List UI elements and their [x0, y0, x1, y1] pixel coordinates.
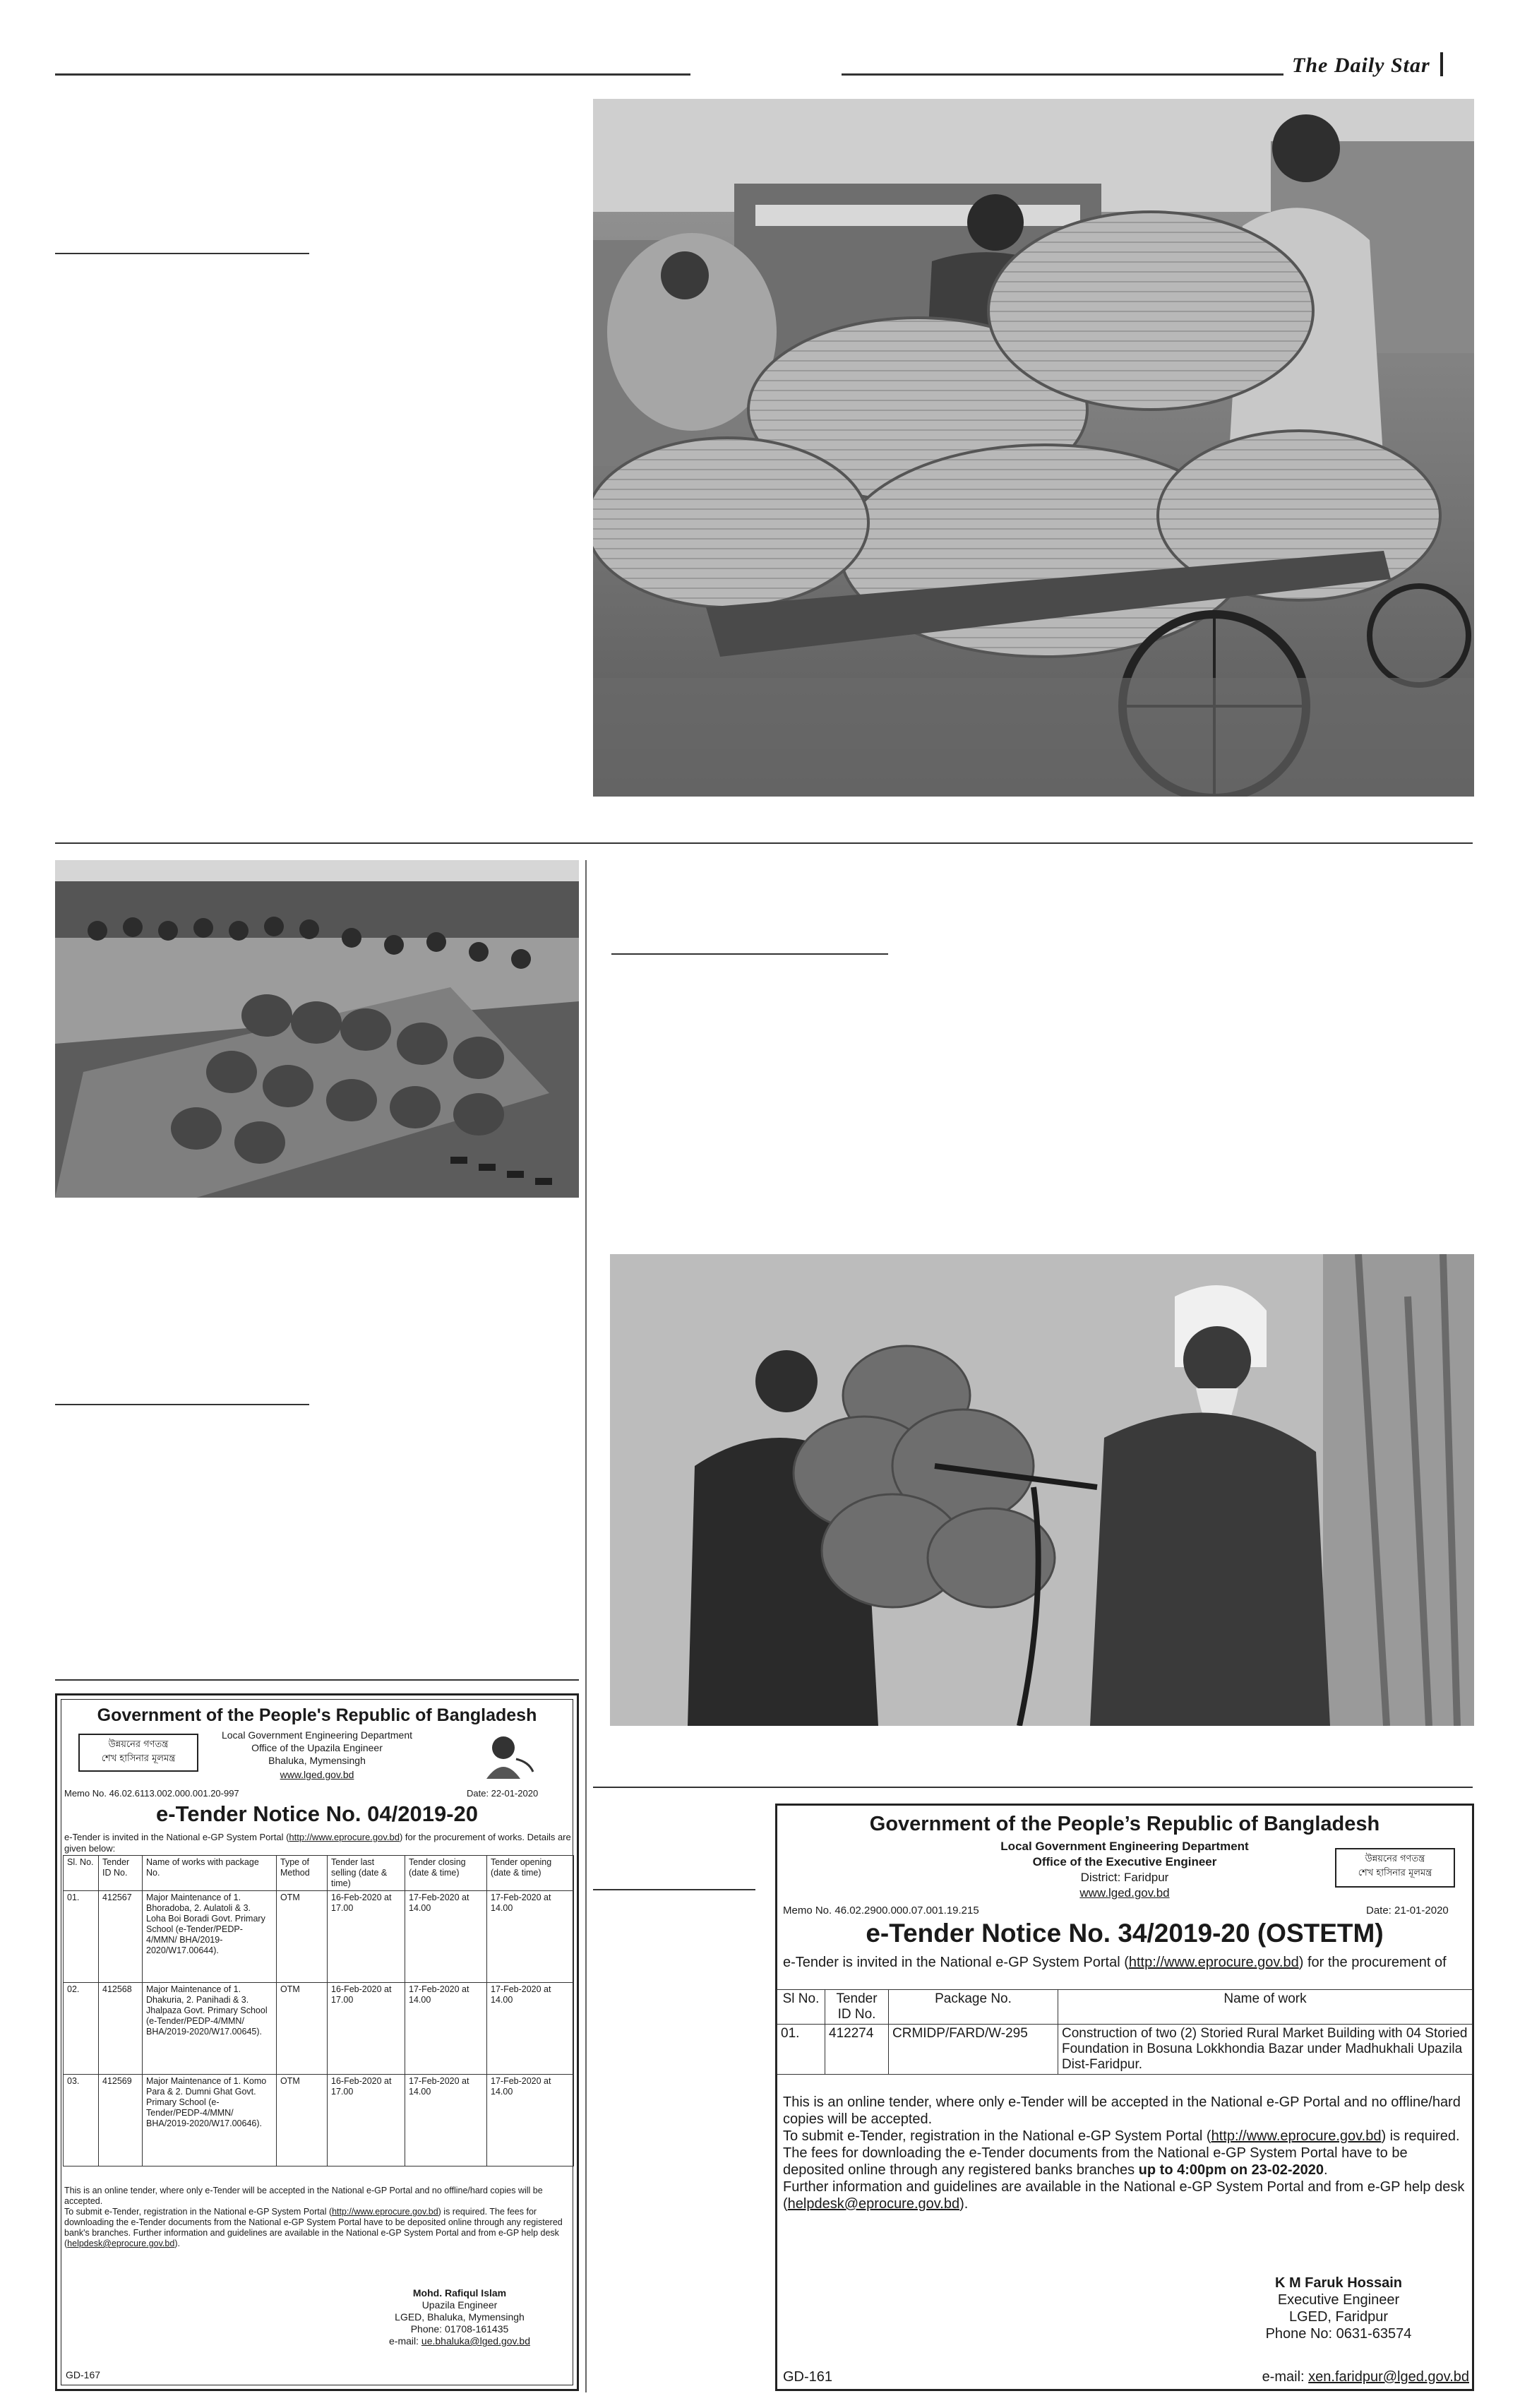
memo-date: Date: 22-01-2020	[467, 1788, 539, 1799]
table-cell: CRMIDP/FARD/W-295	[889, 2025, 1058, 2075]
helpdesk-email-link[interactable]: helpdesk@eprocure.gov.bd	[67, 2239, 175, 2248]
table-cell: 16-Feb-2020 at 17.00	[328, 1891, 405, 1983]
deadline-text: up to 4:00pm on 23-02-2020	[1138, 2162, 1324, 2178]
signer-office: LGED, Faridpur	[1288, 2309, 1389, 2325]
eprocure-link[interactable]: http://www.eprocure.gov.bd	[332, 2207, 438, 2217]
notice-office: Office of the Upazila Engineer	[251, 1742, 383, 1753]
column-header: Sl No.	[777, 1990, 825, 2025]
table-cell: 17-Feb-2020 at 14.00	[405, 1891, 487, 1983]
intro-text: ) for the procurement of works. Details are given below:	[64, 1832, 571, 1854]
article-rule	[611, 953, 888, 955]
memo-date: Date: 21-01-2020	[1366, 1905, 1449, 1917]
table-cell: Major Maintenance of 1. Bhoradoba, 2. Aulatoli & 3. Loha Boi Boradi Govt. Primary School (e-Tender/PEDP-4/MMN/ BHA/2019-2020/W17.00644).	[143, 1891, 277, 1983]
column-header: Tender closing (date & time)	[405, 1856, 487, 1891]
eprocure-link[interactable]: http://www.eprocure.gov.bd	[1128, 1955, 1299, 1970]
section-rule	[55, 1679, 579, 1681]
table-cell: 02.	[64, 1983, 99, 2075]
tender-table	[63, 1855, 574, 2166]
table-cell: Major Maintenance of 1. Komo Para & 2. Dumni Ghat Govt. Primary School (e-Tender/PEDP-4/MMN/ BHA/2019-2020/W17.00646).	[143, 2075, 277, 2166]
eprocure-link[interactable]: http://www.eprocure.gov.bd	[289, 1832, 400, 1842]
table-cell: 03.	[64, 2075, 99, 2166]
email-link[interactable]: ue.bhaluka@lged.gov.bd	[421, 2335, 530, 2347]
notice-district: District: Faridpur	[1080, 1871, 1169, 1884]
table-cell: 17-Feb-2020 at 14.00	[405, 2075, 487, 2166]
notice-terms	[783, 2094, 1468, 2212]
signer-name: Mohd. Rafiqul Islam	[412, 2287, 507, 2299]
email-label: e-mail:	[389, 2335, 421, 2347]
table-cell: 16-Feb-2020 at 17.00	[328, 2075, 405, 2166]
column-header: Tender ID No.	[825, 1990, 889, 2025]
column-header: Name of works with package No.	[143, 1856, 277, 1891]
notice-website-link[interactable]: www.lged.gov.bd	[1079, 1886, 1170, 1900]
table-cell: 412568	[99, 1983, 143, 2075]
table-header-row	[777, 1990, 1473, 2025]
notice-intro	[783, 1954, 1468, 1971]
meeting-photo	[55, 860, 579, 1198]
signature-block	[354, 2287, 565, 2347]
article-rule	[55, 253, 309, 254]
table-cell: 01.	[64, 1891, 99, 1983]
tender-notice-bhaluka	[55, 1693, 579, 2391]
email-link[interactable]: xen.faridpur@lged.gov.bd	[1308, 2369, 1469, 2385]
terms-paragraph: This is an online tender, where only e-Tender will be accepted in the National e-GP Portal and no offline/hard copies will be accepted.	[64, 2186, 543, 2206]
terms-text: .	[1323, 2162, 1328, 2178]
notice-title: e-Tender Notice No. 34/2019-20 (OSTETM)	[866, 1919, 1384, 1948]
notice-department: Local Government Engineering Department	[1000, 1840, 1249, 1853]
column-divider	[585, 860, 587, 2392]
table-cell: Construction of two (2) Storied Rural Market Building with 04 Storied Foundation in Bosuna Lokkhondia Bazar under Madhukhali Upazila Dist-Faridpur.	[1058, 2025, 1473, 2075]
slogan-stamp	[1335, 1848, 1455, 1888]
memo-number: Memo No. 46.02.2900.000.07.001.19.215	[783, 1905, 979, 1917]
notice-intro	[64, 1832, 571, 1854]
article-rule	[593, 1889, 755, 1890]
intro-text: e-Tender is invited in the National e-GP System Portal (	[783, 1955, 1129, 1970]
top-rule-right	[842, 73, 1283, 76]
stamp-line: উন্নয়নের গণতন্ত্র	[108, 1739, 169, 1750]
stamp-line: উন্নয়নের গণতন্ত্র	[1365, 1854, 1425, 1864]
notice-government-title: Government of the People’s Republic of Bangladesh	[869, 1813, 1380, 1835]
masthead-divider	[1440, 52, 1443, 76]
notice-title: e-Tender Notice No. 04/2019-20	[156, 1801, 478, 1826]
stamp-line: শেখ হাসিনার মূলমন্ত্র	[101, 1753, 176, 1764]
terms-paragraph	[783, 2145, 1468, 2178]
intro-text: e-Tender is invited in the National e-GP System Portal (	[64, 1832, 289, 1842]
signer-office: LGED, Bhaluka, Mymensingh	[395, 2311, 525, 2323]
table-cell: 17-Feb-2020 at 14.00	[487, 1983, 574, 2075]
article-rule	[55, 1404, 309, 1405]
table-row	[64, 1983, 574, 2075]
table-cell: OTM	[277, 2075, 328, 2166]
table-cell: Major Maintenance of 1. Dhakuria, 2. Panihadi & 3. Jhalpaza Govt. Primary School (e-Tender/PEDP-4/MMN/ BHA/2019-2020/W17.00645).	[143, 1983, 277, 2075]
column-header: Name of work	[1058, 1990, 1473, 2025]
signer-phone: Phone: 01708-161435	[410, 2323, 509, 2335]
terms-text: To submit e-Tender, registration in the National e-GP System Portal (	[64, 2207, 333, 2217]
tender-table	[777, 1989, 1473, 2075]
signer-title: Executive Engineer	[1277, 2292, 1400, 2308]
column-header: Tender ID No.	[99, 1856, 143, 1891]
eprocure-link[interactable]: http://www.eprocure.gov.bd	[1211, 2128, 1382, 2144]
notice-office: Office of the Executive Engineer	[1032, 1855, 1217, 1868]
signer-email	[1194, 2369, 1469, 2385]
table-cell: OTM	[277, 1891, 328, 1983]
terms-text: ).	[174, 2239, 180, 2248]
terms-paragraph	[64, 2207, 571, 2249]
fog-cabbage-photo	[610, 1254, 1474, 1726]
notice-website-link[interactable]: www.lged.gov.bd	[280, 1769, 354, 1780]
notice-government-title: Government of the People's Republic of Bangladesh	[97, 1705, 537, 1725]
memo-number: Memo No. 46.02.6113.002.000.001.20-997	[64, 1788, 239, 1799]
stamp-line: শেখ হাসিনার মূলমন্ত্র	[1358, 1868, 1432, 1878]
terms-text: To submit e-Tender, registration in the National e-GP System Portal (	[783, 2128, 1211, 2144]
column-header: Package No.	[889, 1990, 1058, 2025]
rice-sacks-photo	[593, 99, 1474, 797]
table-row	[64, 2075, 574, 2166]
table-cell: 17-Feb-2020 at 14.00	[487, 2075, 574, 2166]
helpdesk-email-link[interactable]: helpdesk@eprocure.gov.bd	[787, 2196, 960, 2212]
terms-paragraph	[783, 2128, 1468, 2145]
table-cell: 17-Feb-2020 at 14.00	[405, 1983, 487, 2075]
table-cell: OTM	[277, 1983, 328, 2075]
table-cell: 412274	[825, 2025, 889, 2075]
section-rule	[593, 1787, 1473, 1788]
table-cell: 412569	[99, 2075, 143, 2166]
signer-phone: Phone No: 0631-63574	[1265, 2326, 1412, 2342]
section-rule	[55, 842, 1473, 844]
intro-text: ) for the procurement of	[1298, 1955, 1447, 1970]
column-header: Type of Method	[277, 1856, 328, 1891]
terms-text: ) is required. The fees for downloading the e-Tender documents from the National e-GP System Portal have to be deposited online through any registered bank's branches. Further information and guidelines are available in the National e-GP System Portal and from e-GP help desk (	[64, 2207, 563, 2248]
table-cell: 16-Feb-2020 at 17.00	[328, 1983, 405, 2075]
email-label: e-mail:	[1262, 2369, 1309, 2385]
notice-location: Bhaluka, Mymensingh	[268, 1755, 366, 1766]
column-header: Tender last selling (date & time)	[328, 1856, 405, 1891]
terms-text: ).	[959, 2196, 969, 2212]
terms-paragraph	[783, 2178, 1468, 2212]
tender-notice-faridpur	[775, 1804, 1474, 2391]
terms-text: Further information and guidelines are available in the National e-GP System Portal and from e-GP help desk (	[783, 2179, 1465, 2212]
terms-text: The fees for downloading the e-Tender documents from the National e-GP System Portal have to be deposited online through any registered banks branches	[783, 2145, 1408, 2178]
notice-terms	[64, 2186, 571, 2249]
signer-email	[354, 2335, 565, 2347]
table-header-row	[64, 1856, 574, 1891]
table-cell: 17-Feb-2020 at 14.00	[487, 1891, 574, 1983]
table-cell: 412567	[99, 1891, 143, 1983]
table-row	[64, 1891, 574, 1983]
signer-name: K M Faruk Hossain	[1274, 2275, 1403, 2291]
ad-code: GD-167	[66, 2369, 101, 2380]
signer-title: Upazila Engineer	[421, 2299, 498, 2311]
table-cell: 01.	[777, 2025, 825, 2075]
terms-text: ) is required.	[1381, 2128, 1460, 2144]
masthead-logo: The Daily Star	[1292, 54, 1430, 77]
column-header: Tender opening (date & time)	[487, 1856, 574, 1891]
column-header: Sl. No.	[64, 1856, 99, 1891]
table-row	[777, 2025, 1473, 2075]
signature-block	[1215, 2275, 1462, 2342]
terms-paragraph: This is an online tender, where only e-Tender will be accepted in the National e-GP Portal and no offline/hard copies will be accepted.	[783, 2094, 1461, 2127]
notice-department: Local Government Engineering Department	[221, 1729, 413, 1741]
ad-code: GD-161	[783, 2369, 833, 2385]
top-rule-left	[55, 73, 690, 76]
